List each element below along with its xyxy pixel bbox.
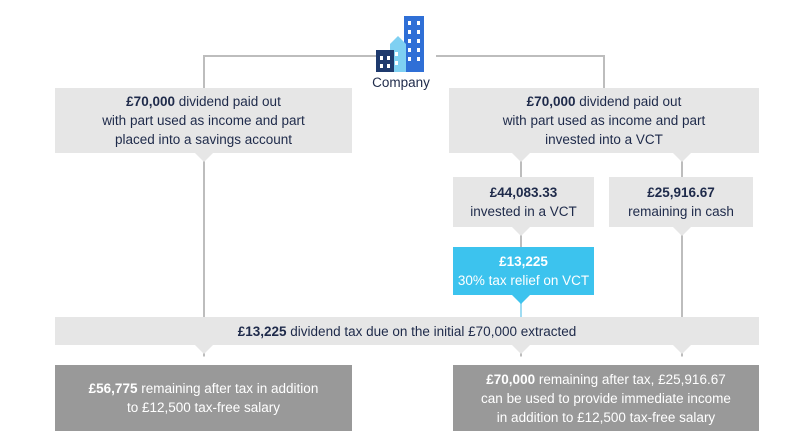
tax-relief-pointer [512,295,530,304]
vct-result-line2: can be used to provide immediate income [481,390,731,406]
company-label: Company [372,75,430,90]
vct-scenario-line1: dividend paid out [575,94,682,109]
tax-relief-amount: £13,225 [499,254,548,269]
connector-right-down-top [603,55,605,88]
vct-scenario-line3: invested into a VCT [545,132,663,147]
connector-company-left [203,55,379,57]
tax-relief-text: 30% tax relief on VCT [457,273,590,288]
savings-line1: dividend paid out [174,94,281,109]
dividend-tax-bar [55,317,759,345]
vct-result-line1: remaining after tax, £25,916.67 [535,371,726,387]
connector-company-right [436,55,605,57]
savings-result-box [55,365,352,431]
vct-scenario-line2: with part used as income and part [502,113,706,128]
cash-remaining-pointer [673,227,691,236]
savings-box-pointer [195,153,213,162]
vct-result-amount: £70,000 [486,371,536,387]
savings-dividend-amount: £70,000 [126,94,175,109]
savings-result-line1: remaining after tax in addition [137,381,319,396]
cash-remaining-box [609,177,753,227]
vct-invested-box [453,177,594,227]
vct-invested-pointer [512,227,530,236]
vct-invested-amount: £44,083.33 [489,185,558,200]
vct-result-line3: in addition to £12,500 tax-free salary [496,409,716,425]
vct-scenario-box [449,88,759,153]
vct-box-pointer-right [673,153,691,162]
tax-bar-pointer-right [673,345,691,354]
cash-remaining-amount: £25,916.67 [647,185,715,200]
savings-scenario-box [55,88,352,153]
vct-result-box [453,365,759,431]
savings-line2: with part used as income and part [102,113,305,128]
cash-remaining-text: remaining in cash [628,204,734,219]
connector-left-long [203,153,205,317]
vct-dividend-amount: £70,000 [526,94,576,109]
connector-left-down-top [203,55,205,88]
savings-result-notch [195,356,213,365]
dividend-tax-text: dividend tax due on the initial £70,000 extracted [286,323,577,339]
vct-box-pointer-left [512,153,530,162]
dividend-tax-amount: £13,225 [237,323,287,339]
tax-bar-pointer-left [195,345,213,354]
vct-invested-text: invested in a VCT [470,204,577,219]
vct-result-notch-right [673,356,691,365]
savings-result-amount: £56,775 [88,381,138,396]
tax-bar-pointer-mid [512,345,530,354]
buildings-icon [366,14,436,76]
vct-result-notch-left [512,356,530,365]
company-node [366,14,436,94]
connector-cash-long [681,227,683,317]
tax-relief-box [453,247,594,295]
savings-result-line2: to £12,500 tax-free salary [126,400,281,415]
savings-line3: placed into a savings account [114,132,293,147]
